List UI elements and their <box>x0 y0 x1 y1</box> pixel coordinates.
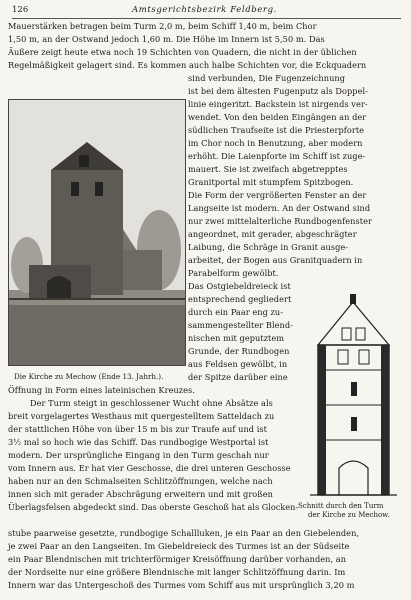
text-line: arbeitet, der Bogen aus Granitquadern in <box>188 255 363 265</box>
running-title: Amtsgerichtsbezirk Feldberg. <box>132 5 277 15</box>
text-line: stube paarweise gesetzte, rundbogige Schallluken, je ein Paar an den Giebelenden, <box>8 528 360 538</box>
text-line: Die Form der vergrößerten Fenster an der <box>188 190 367 200</box>
photo-caption: Die Kirche zu Mechow (Ende 13. Jahrh.). <box>14 372 164 381</box>
text-line: linie eingeritzt. Backstein ist nirgends ver- <box>188 99 368 109</box>
text-line: im Chor noch in Benutzung, aber modern <box>188 138 363 148</box>
text-line: südlichen Traufseite ist die Priesterpforte <box>188 125 365 135</box>
text-line: breit vorgelagertes Westhaus mit quergestelltem Satteldach zu <box>8 411 275 421</box>
text-line: mauert. Sie ist zweifach abgetrepptes <box>188 164 348 174</box>
text-line: Langseite ist modern. An der Ostwand sind <box>188 203 371 213</box>
text-line: vom Innern aus. Er hat vier Geschosse, die drei unteren Geschosse <box>8 463 291 473</box>
text-line: entsprechend gegliedert <box>188 294 292 304</box>
text-line: modern. Der ursprüngliche Eingang in den Turm geschah nur <box>8 450 269 460</box>
page-number: 126 <box>12 5 29 15</box>
text-line: Granitportal mit stumpfem Spitzbogen. <box>188 177 354 187</box>
text-line: Äußere zeigt heute etwa noch 19 Schichten von Quadern, die nicht in der üblichen <box>8 47 357 57</box>
text-line: innen sich mit gerader Abschrägung erweitern und mit großen <box>8 489 274 499</box>
text-line: nischen mit geputztem <box>188 333 285 343</box>
text-line: angeordnet, mit gerader, abgeschrägter <box>188 229 357 239</box>
text-line: Überlagsfelsen abgedeckt sind. Das oberste Geschoß hat als Glocken- <box>8 502 299 512</box>
text-line: 3½ mal so hoch wie das Schiff. Das rundbogige Westportal ist <box>8 437 269 447</box>
text-line: sammengestellter Blend- <box>188 320 293 330</box>
text-line: Regelmäßigkeit gelagert sind. Es kommen auch halbe Schichten vor, die Eckquadern <box>8 60 367 70</box>
text-line: Innern war das Untergeschoß des Turmes vom Schiff aus mit ursprünglich 3,20 m <box>8 580 355 590</box>
page-header <box>12 5 401 19</box>
drawing-caption <box>298 502 390 520</box>
text-line: Das Ostgiebeldreieck ist <box>188 281 291 291</box>
text-line: sind verbunden, Die Fugenzeichnung <box>188 73 346 83</box>
text-line: Mauerstärken betragen beim Turm 2,0 m, beim Schiff 1,40 m, beim Chor <box>8 21 317 31</box>
text-line: haben nur an den Schmalseiten Schlitzöffnungen, welche nach <box>8 476 273 486</box>
text-line: Parabelform gewölbt. <box>188 268 279 278</box>
text-line: 1,50 m, an der Ostwand jedoch 1,60 m. Die Höhe im Innern ist 5,50 m. Das <box>8 34 325 44</box>
tower-section-drawing <box>306 290 401 505</box>
church-photo <box>8 99 186 366</box>
text-line: Der Turm steigt in geschlossener Wucht ohne Absätze als <box>30 398 273 408</box>
drawing-caption-line: der Kirche zu Mechow. <box>308 511 390 519</box>
header-rule <box>12 18 401 19</box>
church-photo-illustration <box>9 100 185 365</box>
text-line: der Spitze darüber eine <box>188 372 288 382</box>
text-line: aus Feldsen gewölbt, in <box>188 359 288 369</box>
text-line: erhöht. Die Laienpforte im Schiff ist zuge- <box>188 151 366 161</box>
text-line: Laibung, die Schräge in Granit ausge- <box>188 242 349 252</box>
text-line: durch ein Paar eng zu- <box>188 307 284 317</box>
text-line: ein Paar Blendnischen mit trichterförmiger Kreisöffnung darüber vorhanden, an <box>8 554 347 564</box>
text-line: je zwei Paar an den Langseiten. Im Giebeldreieck des Turmes ist an der Südseite <box>8 541 350 551</box>
drawing-caption-line: Schnitt durch den Turm <box>298 502 384 510</box>
text-line: der Nordseite nur eine größere Blendnische mit langer Schlitzöffnung darin. Im <box>8 567 346 577</box>
text-line: wendet. Von den beiden Eingängen an der <box>188 112 367 122</box>
text-line: der stattlichen Höhe von über 15 m bis zur Traufe auf und ist <box>8 424 267 434</box>
text-line: ist bei dem ältesten Fugenputz als Doppel- <box>188 86 368 96</box>
text-line: Öffnung in Form eines lateinischen Kreuzes. <box>8 385 195 395</box>
text-line: nur zwei mittelalterliche Rundbogenfenster <box>188 216 372 226</box>
text-line: Grunde, der Rundbogen <box>188 346 290 356</box>
